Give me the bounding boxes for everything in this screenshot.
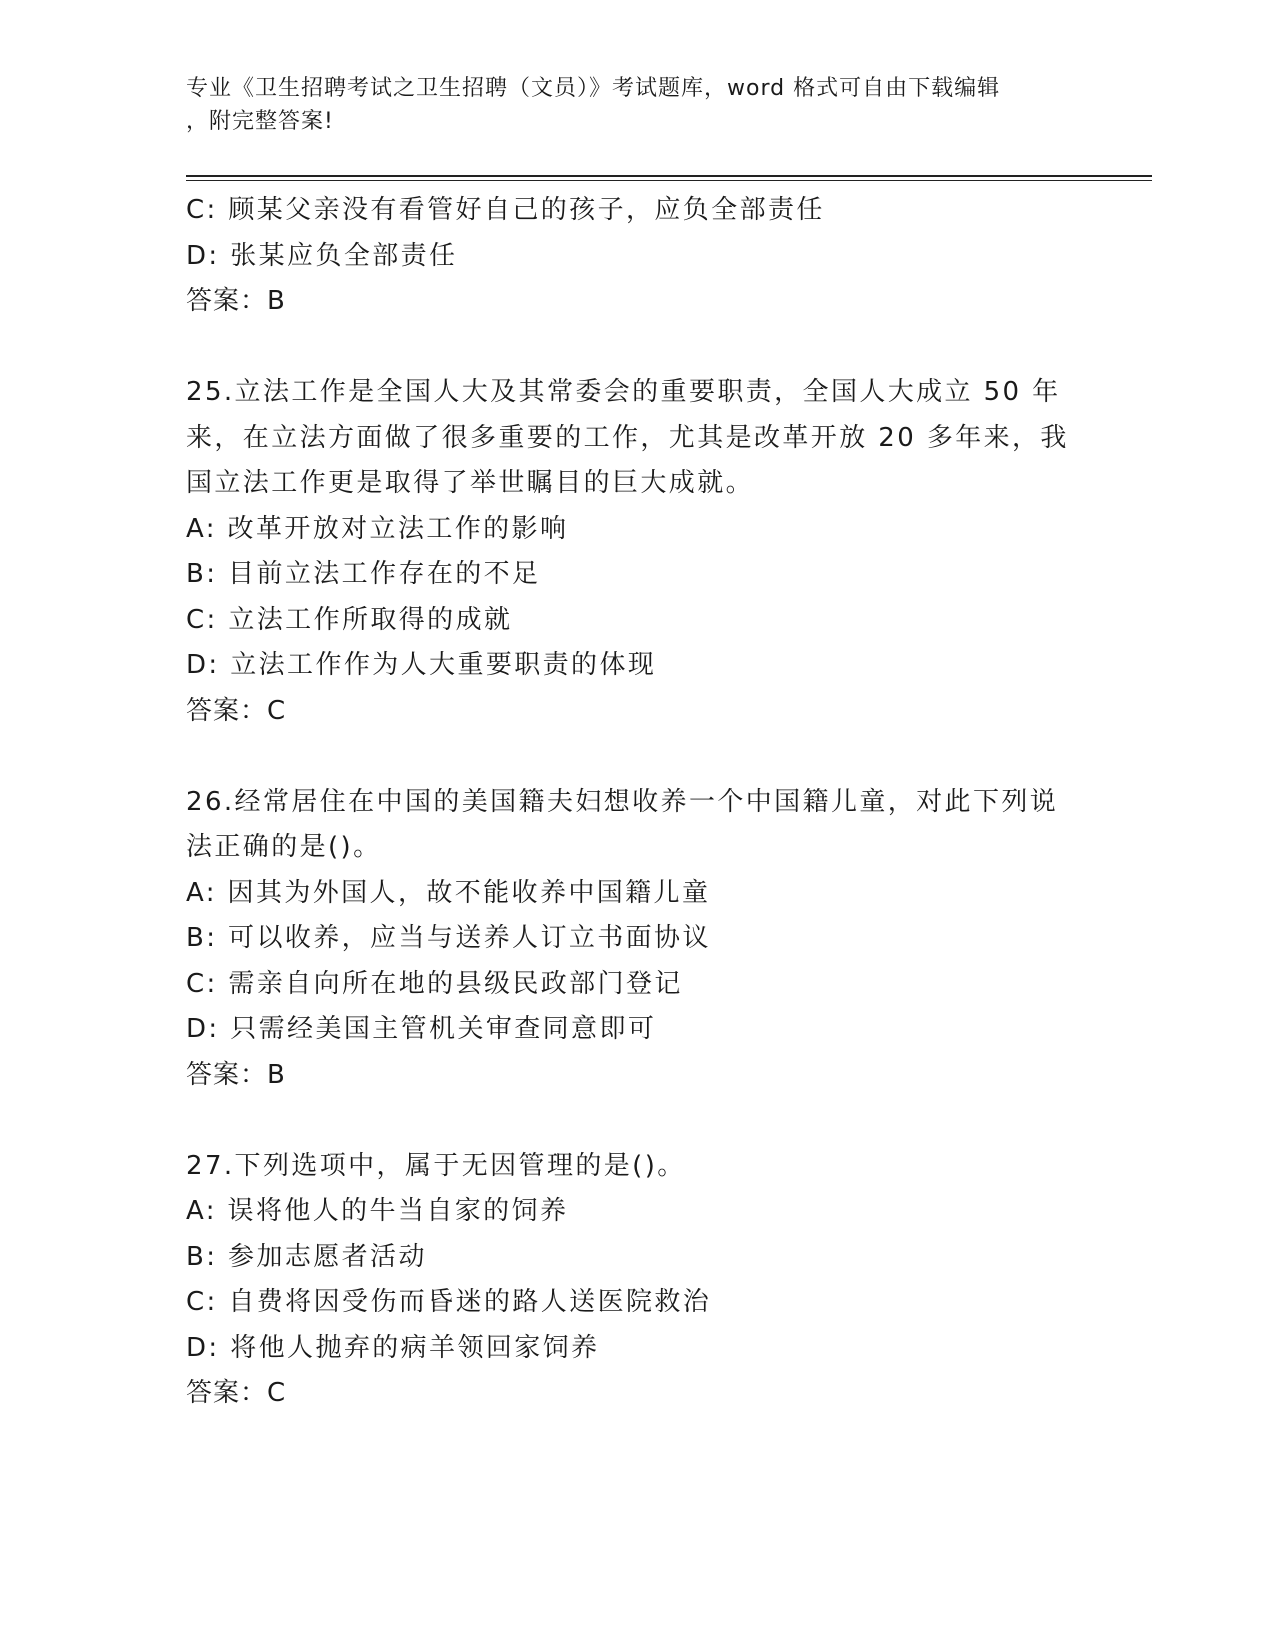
question-text: 25.立法工作是全国人大及其常委会的重要职责，全国人大成立 50 年 [186,377,1061,407]
option-c: C: 自费将因受伤而昏迷的路人送医院救治 [186,1287,712,1317]
question-block-prev [186,188,1086,325]
question-list [186,188,1086,1417]
question-text: 27.下列选项中，属于无因管理的是()。 [186,1150,686,1181]
option-a: A: 改革开放对立法工作的影响 [186,513,569,544]
option-d: D: 立法工作作为人大重要职责的体现 [186,650,657,680]
document-header [186,72,1066,138]
option-b: B: 参加志愿者活动 [186,1241,427,1272]
answer-line: 答案：B [186,1059,286,1090]
answer-line: 答案：C [186,1378,287,1408]
option-d: D: 只需经美国主管机关审查同意即可 [186,1014,657,1044]
spacer [186,325,1086,371]
header-line-1: 专业《卫生招聘考试之卫生招聘（文员）》考试题库，word 格式可自由下载编辑 [186,76,1001,101]
option-a: A: 因其为外国人，故不能收养中国籍儿童 [186,877,711,908]
option-b: B: 目前立法工作存在的不足 [186,559,541,589]
spacer [186,734,1086,780]
answer-line: 答案：B [186,286,286,316]
header-divider-thick [186,175,1152,177]
question-text: 国立法工作更是取得了举世瞩目的巨大成就。 [186,468,755,498]
option-d: D: 张某应负全部责任 [186,240,458,271]
spacer [186,1098,1086,1144]
option-c: C: 顾某父亲没有看管好自己的孩子，应负全部责任 [186,195,825,225]
header-divider-thin [186,180,1152,181]
option-d: D: 将他人抛弃的病羊领回家饲养 [186,1332,600,1363]
question-text: 26.经常居住在中国的美国籍夫妇想收养一个中国籍儿童，对此下列说 [186,786,1059,817]
header-line-2: ，附完整答案! [186,109,334,134]
question-text: 来，在立法方面做了很多重要的工作，尤其是改革开放 20 多年来，我 [186,422,1069,453]
question-block-26 [186,780,1086,1099]
question-block-25 [186,370,1086,734]
option-a: A: 误将他人的牛当自家的饲养 [186,1196,569,1226]
option-c: C: 需亲自向所在地的县级民政部门登记 [186,968,683,999]
option-b: B: 可以收养，应当与送养人订立书面协议 [186,923,711,953]
question-text: 法正确的是()。 [186,832,382,862]
question-block-27 [186,1144,1086,1417]
option-c: C: 立法工作所取得的成就 [186,604,513,635]
answer-line: 答案：C [186,695,287,726]
